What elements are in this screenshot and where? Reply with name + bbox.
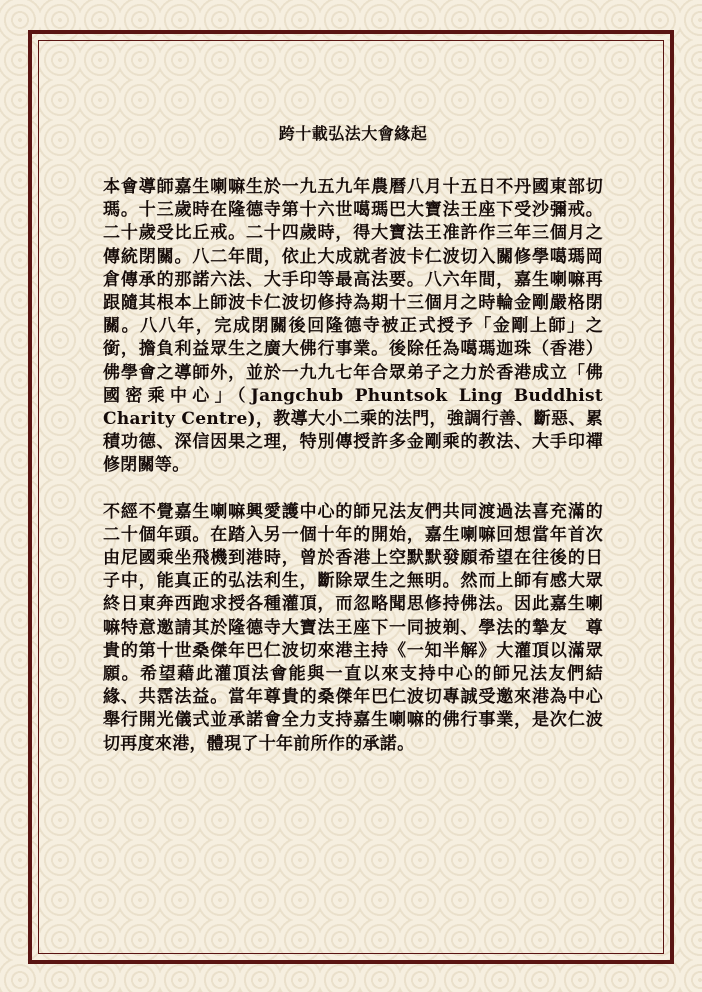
paragraph-anniversary: 不經不覺嘉生喇嘛興愛護中心的師兄法友們共同渡過法喜充滿的二十個年頭。在踏入另一個十年的開始，嘉生喇嘛回想當年首次由尼國乘坐飛機到港時，曾於香港上空默默發願希望在往後的日子中，能真正的弘法利生，斷除眾生之無明。然而上師有感大眾終日東奔西跑求授各種灌頂，而忽略聞思修持佛法。因此嘉生喇嘛特意邀請其於隆德寺大寶法王座下一同披剃、學法的摯友 尊貴的第十世桑傑年巴仁波切來港主持《一知半解》大灌頂以滿眾願。希望藉此灌頂法會能與一直以來支持中心的師兄法友們結緣、共霑法益。當年尊貴的桑傑年巴仁波切專誠受邀來港為中心舉行開光儀式並承諾會全力支持嘉生喇嘛的佛行事業，是次仁波切再度來港，體現了十年前所作的承諾。 — [103, 501, 603, 754]
document-body — [103, 124, 603, 756]
document-title: 跨十載弘法大會緣起 — [278, 124, 428, 143]
paragraph-biography: 本會導師嘉生喇嘛生於一九五九年農曆八月十五日不丹國東部切瑪。十三歲時在隆德寺第十六世噶瑪巴大寶法王座下受沙彌戒。二十歲受比丘戒。二十四歲時，得大寶法王准許作三年三個月之傳統閉關。八二年間，依止大成就者波卡仁波切入關修學噶瑪岡倉傳承的那諾六法、大手印等最高法要。八六年間，嘉生喇嘛再跟隨其根本上師波卡仁波切修持為期十三個月之時輪金剛嚴格閉關。八八年，完成閉關後回隆德寺被正式授予「金剛上師」之銜，擔負利益眾生之廣大佛行事業。後除任為噶瑪迦珠（香港）佛學會之導師外，並於一九九七年合眾弟子之力於香港成立「佛國密乘中心」（Jangchub Phuntsok Ling Buddhist Charity Centre)，教導大小二乘的法門，強調行善、斷惡、累積功德、深信因果之理，特別傳授許多金剛乘的教法、大手印禪修閉關等。 — [103, 177, 603, 476]
